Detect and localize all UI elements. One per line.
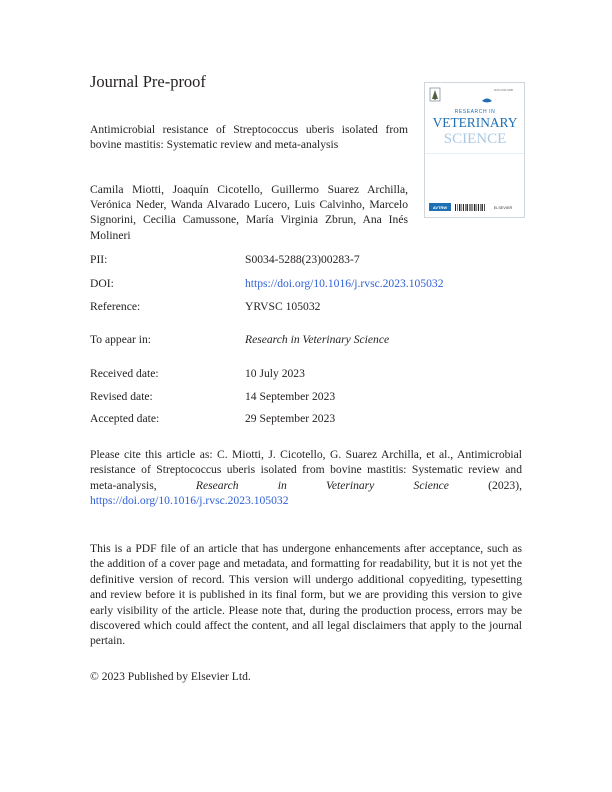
to-appear-in-value: Research in Veterinary Science — [245, 333, 390, 346]
received-date-label: Received date: — [90, 367, 159, 380]
citation-doi-link[interactable]: https://doi.org/10.1016/j.rvsc.2023.105032 — [90, 494, 289, 508]
cover-title-science: SCIENCE — [443, 131, 507, 147]
cover-publisher: ELSEVIER — [493, 206, 513, 210]
accepted-date-value: 29 September 2023 — [245, 412, 336, 425]
to-appear-in-label: To appear in: — [90, 333, 151, 346]
disclaimer-paragraph: This is a PDF file of an article that has undergone enhancements after acceptance, such as the addition of a cover page and metadata, and formatting for readability, but it is not yet the definitive version of record. This version will undergo additional copyediting, typesetting and review before it is published in its final form, but we are providing this version to give early visibility of the article. Please note that, during the production process, errors may be discovered which could affect the content, and all legal disclaimers that apply to the journal pertain. — [90, 542, 522, 648]
pii-label: PII: — [90, 253, 108, 266]
citation-year: (2023), — [488, 478, 522, 492]
accepted-date-label: Accepted date: — [90, 412, 160, 425]
doi-link[interactable]: https://doi.org/10.1016/j.rvsc.2023.105032 — [245, 277, 444, 290]
received-date-value: 10 July 2023 — [245, 367, 305, 380]
revised-date-value: 14 September 2023 — [245, 390, 336, 403]
journal-cover-graphic — [425, 83, 524, 217]
pii-value: S0034-5288(23)00283-7 — [245, 253, 360, 266]
journal-ribbon-icon — [482, 99, 492, 103]
citation-journal: Research in Veterinary Science — [195, 478, 449, 492]
reference-label: Reference: — [90, 300, 141, 313]
citation-paragraph — [90, 447, 522, 509]
journal-cover-image — [424, 82, 525, 218]
cover-issn: ISSN 0034-5288 — [493, 89, 513, 92]
author-list: Camila Miotti, Joaquín Cicotello, Guillermo Suarez Archilla, Verónica Neder, Wanda Alvarado Lucero, Luis Calvinho, Marcelo Signorini, Cecilia Camussone, María Virginia Zbrun, Ana Inés Molineri — [90, 183, 408, 242]
revised-date-label: Revised date: — [90, 390, 153, 403]
cover-title-veterinary: VETERINARY — [432, 115, 518, 130]
barcode-icon — [455, 204, 485, 211]
elsevier-tree-icon — [430, 88, 440, 101]
copyright-notice: © 2023 Published by Elsevier Ltd. — [90, 670, 251, 683]
article-title: Antimicrobial resistance of Streptococcus uberis isolated from bovine mastitis: Systematic review and meta-analysis — [90, 123, 408, 151]
cover-badge-avtrw: AVTRW — [432, 205, 448, 210]
doi-label: DOI: — [90, 277, 114, 290]
cover-brand-small: RESEARCH IN — [454, 109, 496, 115]
reference-value: YRVSC 105032 — [245, 300, 321, 313]
journal-pre-proof-label: Journal Pre-proof — [90, 72, 206, 91]
citation-lead: Please cite this article as: C. Miotti, J. Cicotello, G. Suarez Archilla, et al., Antimicrobial resistance of Streptococcus uberis isolated from bovine mastitis: Systematic review and meta-analysis, — [90, 448, 522, 492]
